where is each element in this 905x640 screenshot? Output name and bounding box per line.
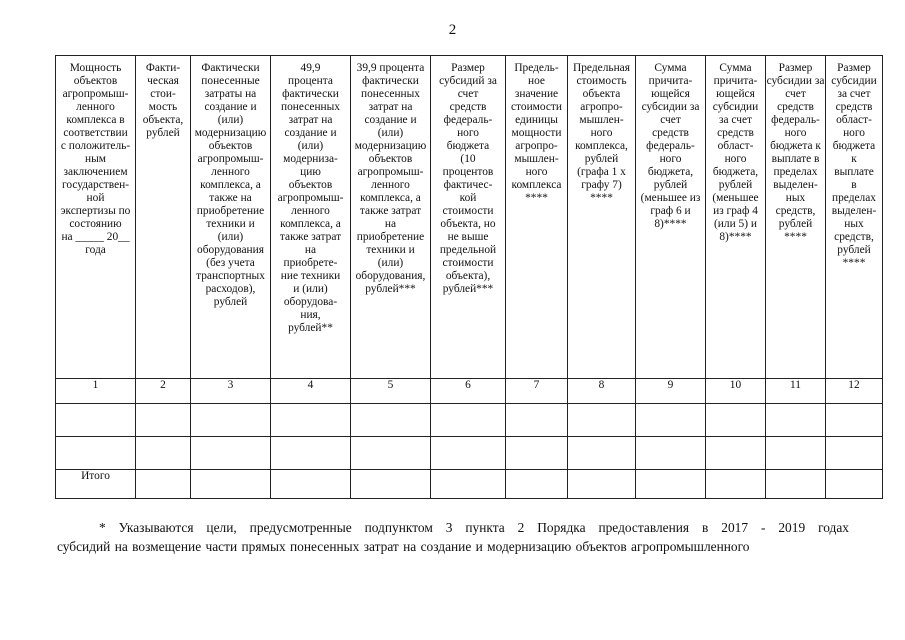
empty-cell xyxy=(506,404,568,437)
empty-cell xyxy=(351,437,431,470)
empty-cell xyxy=(706,437,766,470)
empty-cell xyxy=(568,404,636,437)
column-number: 10 xyxy=(706,379,766,404)
empty-cell xyxy=(826,437,883,470)
column-number: 11 xyxy=(766,379,826,404)
empty-cell xyxy=(136,437,191,470)
total-cell xyxy=(136,470,191,499)
footnote-line-1: * Указываются цели, предусмотренные подпунктом 3 пункта 2 Порядка предоставления в 2017 - 2019 годах xyxy=(99,520,849,535)
column-number: 4 xyxy=(271,379,351,404)
total-label: Итого xyxy=(56,470,136,499)
empty-cell xyxy=(56,437,136,470)
empty-cell xyxy=(568,437,636,470)
total-cell xyxy=(351,470,431,499)
column-number: 12 xyxy=(826,379,883,404)
total-cell xyxy=(191,470,271,499)
column-number: 1 xyxy=(56,379,136,404)
subsidy-calculation-table xyxy=(55,55,883,499)
column-number: 5 xyxy=(351,379,431,404)
header-cell-6: Размер субсидий за счет средств федераль- ного бюджета (10 процентов фактичес- кой стоимости объекта, но не выше предельной стоимости объекта), рублей*** xyxy=(431,56,506,379)
header-row xyxy=(56,56,883,379)
header-cell-8: Предельная стоимость объекта агропро- мышлен- ного комплекса, рублей (графа 1 x графу 7) **** xyxy=(568,56,636,379)
header-cell-1: Мощность объектов агропромыш- ленного комплекса в соответствии с положитель- ным заключением государствен- ной экспертизы по состоянию на _____ 20__ года xyxy=(56,56,136,379)
header-cell-9: Сумма причита- ющейся субсидии за счет средств федераль- ного бюджета, рублей (меньшее из граф 6 и 8)**** xyxy=(636,56,706,379)
empty-cell xyxy=(351,404,431,437)
page-number: 2 xyxy=(448,22,457,38)
total-row xyxy=(56,470,883,499)
header-cell-7: Предель- ное значение стоимости единицы мощности агропро- мышлен- ного комплекса **** xyxy=(506,56,568,379)
empty-cell xyxy=(636,437,706,470)
total-cell xyxy=(766,470,826,499)
column-number: 3 xyxy=(191,379,271,404)
total-cell xyxy=(636,470,706,499)
empty-cell xyxy=(271,404,351,437)
empty-cell xyxy=(191,404,271,437)
column-number: 2 xyxy=(136,379,191,404)
empty-cell xyxy=(636,404,706,437)
total-cell xyxy=(431,470,506,499)
header-cell-2: Факти- ческая стои- мость объекта, рублей xyxy=(136,56,191,379)
total-cell xyxy=(826,470,883,499)
total-cell xyxy=(568,470,636,499)
empty-cell xyxy=(56,404,136,437)
empty-cell xyxy=(431,404,506,437)
header-cell-11: Размер субсидии за счет средств федераль- ного бюджета к выплате в пределах выделен- ных средств, рублей **** xyxy=(766,56,826,379)
header-cell-4: 49,9 процента фактически понесенных затрат на создание и (или) модерниза- цию объектов агропромыш- ленного комплекса, а также затрат на приобрете- ние техники и (или) оборудова- ния, рублей** xyxy=(271,56,351,379)
total-cell xyxy=(706,470,766,499)
empty-cell xyxy=(706,404,766,437)
empty-cell xyxy=(191,437,271,470)
header-cell-12: Размер субсидии за счет средств област- ного бюджета к выплате в пределах выделен- ных средств, рублей **** xyxy=(826,56,883,379)
empty-cell xyxy=(136,404,191,437)
header-cell-5: 39,9 процента фактически понесенных затрат на создание и (или) модернизацию объектов агропромыш- ленного комплекса, а также затрат на приобретение техники и (или) оборудования, рублей*** xyxy=(351,56,431,379)
header-cell-10: Сумма причита- ющейся субсидии за счет средств област- ного бюджета, рублей (меньшее из граф 4 (или 5) и 8)**** xyxy=(706,56,766,379)
empty-cell xyxy=(506,437,568,470)
empty-data-row xyxy=(56,437,883,470)
total-cell xyxy=(506,470,568,499)
empty-cell xyxy=(271,437,351,470)
empty-cell xyxy=(766,404,826,437)
footnote-line-2: субсидий на возмещение части прямых понесенных затрат на создание и модернизацию объектов агропромышленного xyxy=(57,539,750,554)
column-number: 6 xyxy=(431,379,506,404)
empty-data-row xyxy=(56,404,883,437)
total-cell xyxy=(271,470,351,499)
empty-cell xyxy=(826,404,883,437)
column-number: 8 xyxy=(568,379,636,404)
column-number: 9 xyxy=(636,379,706,404)
column-number-row xyxy=(56,379,883,404)
empty-cell xyxy=(431,437,506,470)
empty-cell xyxy=(766,437,826,470)
column-number: 7 xyxy=(506,379,568,404)
header-cell-3: Фактически понесенные затраты на создание и (или) модернизацию объектов агропромыш- ленного комплекса, а также на приобретение техники и (или) оборудования (без учета транспортных расходов), рублей xyxy=(191,56,271,379)
